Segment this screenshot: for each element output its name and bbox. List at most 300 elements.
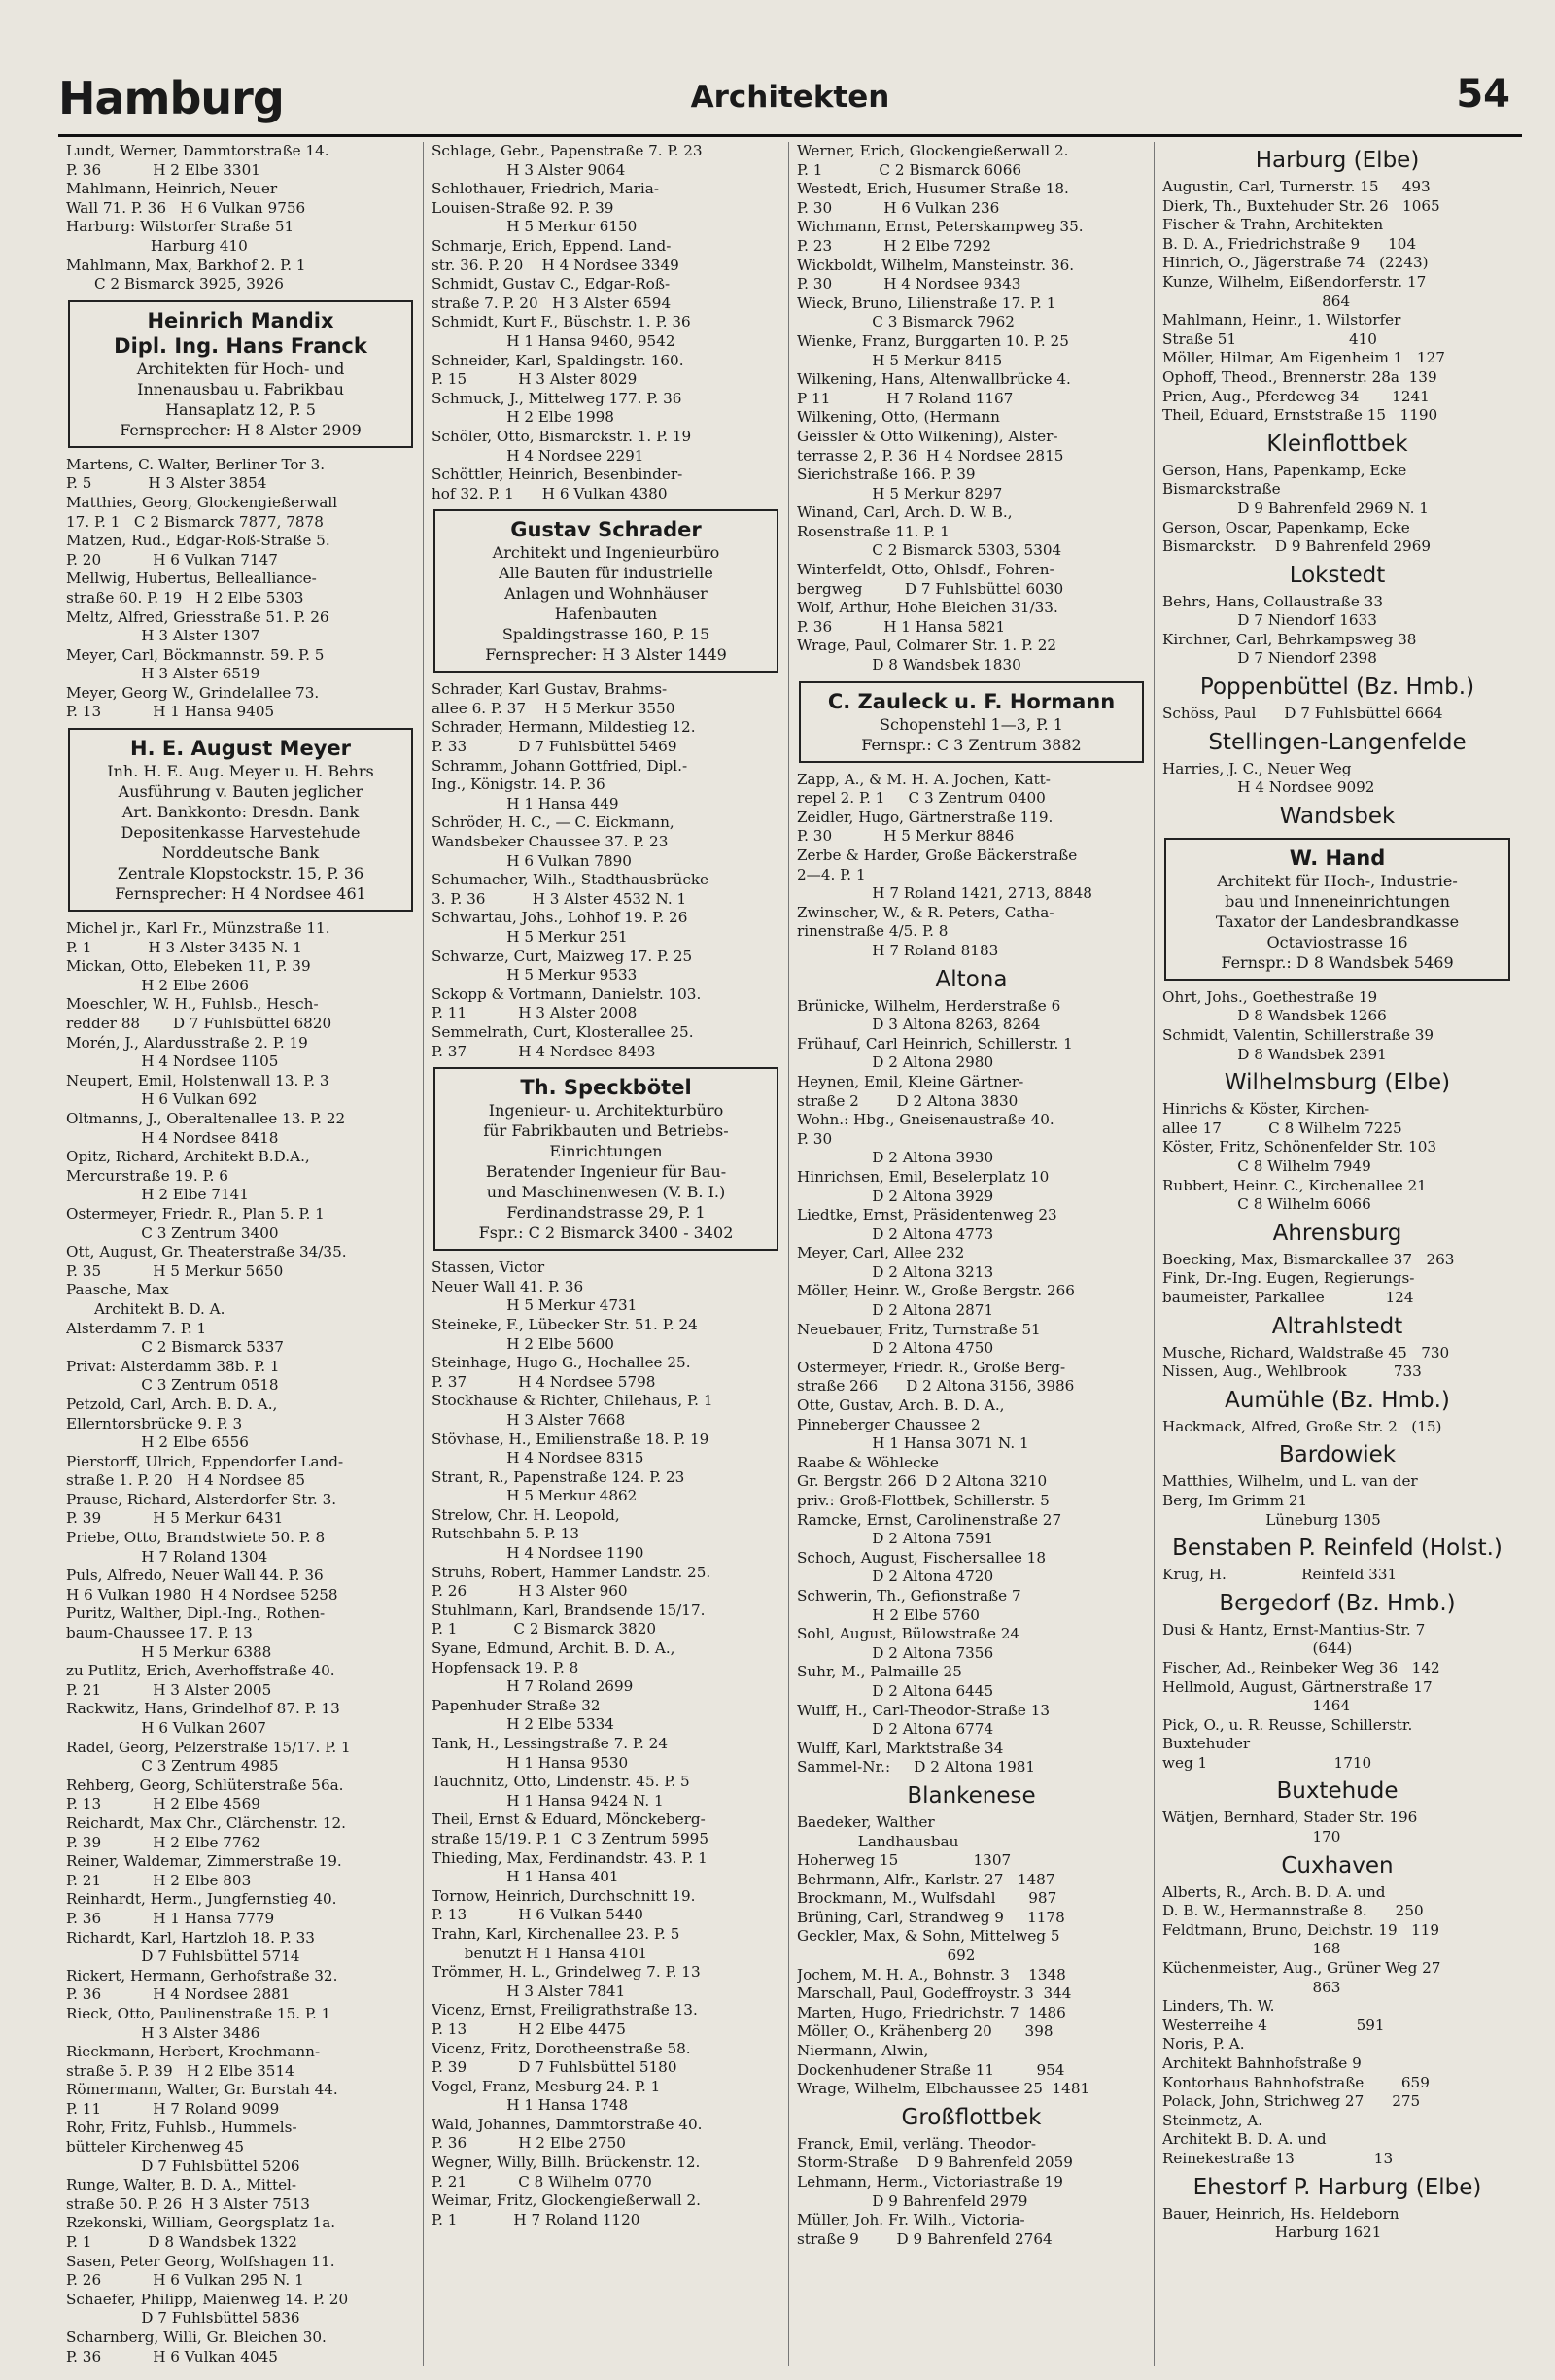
entry-line: P. 36 H 4 Nordsee 2881 — [66, 1985, 291, 2004]
entry-line: H 5 Merkur 8297 — [797, 484, 1003, 502]
entry-line: Möller, Hilmar, Am Eigenheim 1 127 — [1162, 349, 1445, 367]
entry-line: Rutschbahn 5. P. 13 — [432, 1525, 580, 1543]
entry-line: Westedt, Erich, Husumer Straße 18. — [797, 180, 1069, 198]
entry-line: Schramm, Johann Gottfried, Dipl.- — [432, 756, 688, 775]
entry-line: H 5 Merkur 6388 — [66, 1642, 272, 1661]
entry-line: Reinekestraße 13 13 — [1162, 2149, 1394, 2167]
entry-line: Hopfensack 19. P. 8 — [432, 1658, 579, 1676]
entry-line: H 6 Vulkan 692 — [66, 1090, 258, 1109]
entry-line: H 1 Hansa 401 — [432, 1868, 619, 1886]
entry-line: Runge, Walter, B. D. A., Mittel- — [66, 2176, 297, 2194]
place-heading: Lokstedt — [1289, 562, 1386, 588]
entry-line: Behrs, Hans, Collaustraße 33 — [1162, 592, 1383, 610]
entry-line: Otte, Gustav, Arch. B. D. A., — [797, 1397, 1005, 1415]
entry-line: Wulff, H., Carl-Theodor-Straße 13 — [797, 1701, 1051, 1719]
advert-line: Taxator der Landesbrandkasse — [1215, 912, 1460, 931]
advert-line: Depositenkasse Harvestehude — [121, 823, 361, 843]
advert-title: C. Zauleck u. F. Hormann — [827, 689, 1116, 713]
entry-line: allee 6. P. 37 H 5 Merkur 3550 — [432, 699, 675, 717]
entry-line: Sohl, August, Bülowstraße 24 — [797, 1625, 1020, 1643]
entry-line: Bismarckstr. D 9 Bahrenfeld 2969 — [1162, 537, 1432, 556]
entry-line: D 9 Bahrenfeld 2969 N. 1 — [1162, 499, 1429, 517]
advert-line: Architekt für Hoch-, Industrie- — [1217, 871, 1458, 890]
entry-line: H 7 Roland 1421, 2713, 8848 — [797, 884, 1092, 903]
entry-line: H 1 Hansa 1748 — [432, 2096, 629, 2115]
place-heading: Großflottbek — [901, 2104, 1042, 2130]
advert-line: Innenausbau u. Fabrikbau — [137, 379, 344, 398]
place-heading: Bergedorf (Bz. Hmb.) — [1219, 1590, 1456, 1616]
entry-line: Schneider, Karl, Spaldingstr. 160. — [432, 351, 684, 369]
entry-line: 3. P. 36 H 3 Alster 4532 N. 1 — [432, 889, 687, 908]
entry-line: D 2 Altona 4720 — [797, 1568, 994, 1586]
entry-line: C 8 Wilhelm 6066 — [1162, 1195, 1371, 1214]
entry-line: zu Putlitz, Erich, Averhoffstraße 40. — [66, 1662, 335, 1680]
advert-line: Zentrale Klopstockstr. 15, P. 36 — [117, 864, 364, 883]
advert-line: Architekten für Hoch- und — [136, 359, 345, 378]
entry-line: H 2 Elbe 6556 — [66, 1433, 249, 1452]
entry-line: Priebe, Otto, Brandstwiete 50. P. 8 — [66, 1529, 326, 1547]
entry-line: Pick, O., u. R. Reusse, Schillerstr. — [1162, 1715, 1413, 1734]
entry-line: P. 13 H 1 Hansa 9405 — [66, 703, 275, 721]
entry-line: 1464 — [1162, 1697, 1351, 1715]
entry-line: Stövhase, H., Emilienstraße 18. P. 19 — [432, 1430, 709, 1448]
advert-line: Einrichtungen — [549, 1142, 663, 1161]
entry-line: Ostermeyer, Friedr. R., Große Berg- — [797, 1358, 1066, 1376]
entry-line: Mickan, Otto, Elebeken 11, P. 39 — [66, 957, 311, 976]
entry-line: Schlage, Gebr., Papenstraße 7. P. 23 — [432, 142, 703, 159]
entry-line: 2—4. P. 1 — [797, 865, 866, 883]
advert-title: Th. Speckbötel — [520, 1076, 692, 1100]
entry-line: 17. P. 1 C 2 Bismarck 7877, 7878 — [66, 512, 324, 531]
entry-line: Wandsbeker Chaussee 37. P. 23 — [432, 833, 669, 851]
entry-line: H 4 Nordsee 8418 — [66, 1128, 279, 1147]
entry-line: Harburg: Wilstorfer Straße 51 — [66, 218, 294, 236]
entry-line: Tauchnitz, Otto, Lindenstr. 45. P. 5 — [432, 1773, 690, 1791]
entry-line: Ophoff, Theod., Brennerstr. 28a 139 — [1162, 367, 1437, 386]
entry-line: P. 36 H 1 Hansa 5821 — [797, 617, 1006, 636]
entry-line: H 5 Merkur 4862 — [432, 1487, 638, 1505]
entry-line: Alsterdamm 7. P. 1 — [66, 1319, 207, 1337]
entry-line: H 5 Merkur 4731 — [432, 1296, 638, 1315]
entry-line: Heynen, Emil, Kleine Gärtner- — [797, 1072, 1024, 1090]
entry-line: D 2 Altona 3213 — [797, 1262, 994, 1281]
entry-line: C 3 Zentrum 3400 — [66, 1224, 279, 1242]
entry-line: B. D. A., Friedrichstraße 9 104 — [1162, 234, 1417, 253]
entry-line: Frühauf, Carl Heinrich, Schillerstr. 1 — [797, 1034, 1073, 1052]
advert-title: W. Hand — [1289, 845, 1386, 870]
entry-line: Vogel, Franz, Mesburg 24. P. 1 — [432, 2077, 661, 2095]
entry-line: Rackwitz, Hans, Grindelhof 87. P. 13 — [66, 1700, 340, 1718]
advert-line: Fernspr.: C 3 Zentrum 3882 — [861, 735, 1082, 754]
entry-line: Wilkening, Hans, Altenwallbrücke 4. — [797, 370, 1071, 389]
entry-line: Feldtmann, Bruno, Deichstr. 19 119 — [1162, 1920, 1440, 1939]
entry-line: Matthies, Wilhelm, und L. van der — [1162, 1472, 1418, 1491]
entry-line: P. 36 H 2 Elbe 3301 — [66, 160, 260, 179]
entry-line: H 5 Merkur 251 — [432, 928, 628, 946]
entry-line: Wichmann, Ernst, Peterskampweg 35. — [797, 218, 1084, 236]
entry-line: P. 35 H 5 Merkur 5650 — [66, 1261, 284, 1280]
entry-line: C 3 Zentrum 4985 — [66, 1757, 279, 1776]
entry-line: Schwerin, Th., Gefionstraße 7 — [797, 1586, 1021, 1604]
advert-title: Heinrich Mandix — [147, 308, 334, 332]
entry-line: Petzold, Carl, Arch. B. D. A., — [66, 1395, 278, 1413]
entry-line: Westerreihe 4 591 — [1162, 2016, 1385, 2034]
entry-line: P. 36 H 6 Vulkan 4045 — [66, 2347, 278, 2365]
entry-line: Noris, P. A. — [1162, 2035, 1245, 2053]
entry-line: Mahlmann, Heinr., 1. Wilstorfer — [1162, 311, 1401, 329]
entry-line: H 1 Hansa 3071 N. 1 — [797, 1434, 1029, 1453]
entry-line: Schröder, H. C., — C. Eickmann, — [432, 813, 674, 832]
entry-line: Schöler, Otto, Bismarckstr. 1. P. 19 — [432, 427, 692, 445]
advert-line: Ausführung v. Bauten jeglicher — [118, 782, 363, 802]
entry-line: Gr. Bergstr. 266 D 2 Altona 3210 — [797, 1472, 1048, 1491]
entry-line: Römermann, Walter, Gr. Burstah 44. — [66, 2081, 338, 2099]
advert-line: Hafenbauten — [554, 604, 658, 624]
entry-line: Richardt, Karl, Hartzloh 18. P. 33 — [66, 1928, 315, 1947]
entry-line: C 3 Zentrum 0518 — [66, 1376, 279, 1395]
entry-line: Schmidt, Gustav C., Edgar-Roß- — [432, 275, 671, 293]
advert-line: Spaldingstrasse 160, P. 15 — [501, 625, 710, 644]
entry-line: H 5 Merkur 6150 — [432, 218, 638, 236]
entry-line: Vicenz, Fritz, Dorotheenstraße 58. — [432, 2039, 691, 2057]
entry-line: Marten, Hugo, Friedrichstr. 7 1486 — [797, 2003, 1066, 2021]
entry-line: P. 36 H 2 Elbe 2750 — [432, 2134, 626, 2153]
entry-line: baumeister, Parkallee 124 — [1162, 1288, 1414, 1306]
entry-line: Harburg 410 — [66, 236, 248, 255]
entry-line: D 3 Altona 8263, 8264 — [797, 1016, 1041, 1034]
entry-line: Bauer, Heinrich, Hs. Heldeborn — [1162, 2204, 1400, 2223]
entry-line: D 7 Niendorf 2398 — [1162, 649, 1377, 668]
advert-line: Inh. H. E. Aug. Meyer u. H. Behrs — [107, 762, 374, 781]
advert-title: H. E. August Meyer — [130, 737, 351, 761]
entry-line: Kirchner, Carl, Behrkampsweg 38 — [1162, 630, 1417, 648]
entry-line: Schumacher, Wilh., Stadthausbrücke — [432, 871, 709, 889]
entry-line: Ott, August, Gr. Theaterstraße 34/35. — [66, 1243, 347, 1261]
entry-line: Ostermeyer, Friedr. R., Plan 5. P. 1 — [66, 1204, 325, 1223]
entry-line: Zeidler, Hugo, Gärtnerstraße 119. — [797, 808, 1054, 826]
entry-line: Rubbert, Heinr. C., Kirchenallee 21 — [1162, 1176, 1427, 1194]
entry-line: D. B. W., Hermannstraße 8. 250 — [1162, 1902, 1424, 1920]
entry-line: Harries, J. C., Neuer Weg — [1162, 759, 1352, 777]
advert-line: Fspr.: C 2 Bismarck 3400 - 3402 — [478, 1224, 734, 1243]
entry-line: straße 60. P. 19 H 2 Elbe 5303 — [66, 588, 304, 606]
entry-line: Schaefer, Philipp, Maienweg 14. P. 20 — [66, 2290, 349, 2308]
entry-line: Syane, Edmund, Archit. B. D. A., — [432, 1639, 675, 1658]
entry-line: Paasche, Max — [66, 1281, 169, 1299]
entry-line: Ellerntorsbrücke 9. P. 3 — [66, 1414, 243, 1432]
entry-line: H 2 Elbe 5760 — [797, 1605, 980, 1624]
entry-line: Hellmold, August, Gärtnerstraße 17 — [1162, 1677, 1433, 1696]
entry-line: Steineke, F., Lübecker Str. 51. P. 24 — [432, 1315, 698, 1333]
entry-line: H 4 Nordsee 2291 — [432, 446, 644, 465]
advert-line: Schopenstehl 1—3, P. 1 — [880, 714, 1063, 734]
entry-line: Liedtke, Ernst, Präsidentenweg 23 — [797, 1206, 1057, 1224]
entry-line: Lehmann, Herm., Victoriastraße 19 — [797, 2173, 1063, 2190]
place-heading: Wandsbek — [1279, 803, 1396, 829]
entry-line: Stockhause & Richter, Chilehaus, P. 1 — [432, 1392, 713, 1410]
entry-line: D 2 Altona 4773 — [797, 1224, 994, 1243]
entry-line: Niermann, Alwin, — [797, 2042, 929, 2060]
entry-line: Meyer, Carl, Allee 232 — [797, 1244, 965, 1262]
entry-line: C 3 Bismarck 7962 — [797, 313, 1015, 331]
entry-line: H 2 Elbe 2606 — [66, 976, 249, 994]
entry-line: D 7 Fuhlsbüttel 5206 — [66, 2156, 300, 2175]
entry-line: str. 36. P. 20 H 4 Nordsee 3349 — [432, 256, 679, 274]
entry-line: P. 37 H 4 Nordsee 8493 — [432, 1042, 656, 1060]
entry-line: Suhr, M., Palmaille 25 — [797, 1663, 962, 1681]
entry-line: H 1 Hansa 9530 — [432, 1753, 629, 1772]
page-header — [58, 68, 1522, 136]
entry-line: Moeschler, W. H., Fuhlsb., Hesch- — [66, 995, 319, 1014]
entry-line: D 2 Altona 3930 — [797, 1149, 994, 1167]
entry-line: Strant, R., Papenstraße 124. P. 23 — [432, 1467, 685, 1486]
entry-line: redder 88 D 7 Fuhlsbüttel 6820 — [66, 1015, 332, 1033]
entry-line: Wohn.: Hbg., Gneisenaustraße 40. — [797, 1111, 1054, 1129]
entry-line: Wienke, Franz, Burggarten 10. P. 25 — [797, 331, 1069, 350]
entry-line: Vicenz, Ernst, Freiligrathstraße 13. — [432, 2001, 698, 2019]
entry-line: Linders, Th. W. — [1162, 1997, 1275, 2016]
entry-line: P. 21 H 2 Elbe 803 — [66, 1871, 252, 1889]
entry-line: D 7 Fuhlsbüttel 5714 — [66, 1948, 300, 1966]
advert-box — [433, 509, 778, 673]
entry-line: Schrader, Hermann, Mildestieg 12. — [432, 718, 696, 737]
entry-line: Müller, Joh. Fr. Wilh., Victoria- — [797, 2211, 1025, 2229]
entry-line: bergweg D 7 Fuhlsbüttel 6030 — [797, 579, 1064, 598]
entry-line: Tank, H., Lessingstraße 7. P. 24 — [432, 1735, 669, 1752]
entry-line: Papenhuder Straße 32 — [432, 1696, 601, 1714]
entry-line: Morén, J., Alardusstraße 2. P. 19 — [66, 1033, 308, 1052]
place-heading: Ehestorf P. Harburg (Elbe) — [1192, 2174, 1482, 2200]
entry-line: P. 15 H 3 Alster 8029 — [432, 370, 638, 389]
entry-line: Strelow, Chr. H. Leopold, — [432, 1505, 620, 1524]
entry-line: Hackmack, Alfred, Große Str. 2 (15) — [1162, 1417, 1442, 1435]
entry-line: Baedeker, Walther — [797, 1812, 935, 1831]
entry-line: Meyer, Georg W., Grindelallee 73. — [66, 683, 320, 702]
entry-line: H 3 Alster 7841 — [432, 1982, 626, 2000]
entry-line: (644) — [1162, 1639, 1353, 1658]
entry-line: P. 39 D 7 Fuhlsbüttel 5180 — [432, 2058, 677, 2077]
entry-line: Privat: Alsterdamm 38b. P. 1 — [66, 1357, 280, 1375]
advert-line: Fernsprecher: H 4 Nordsee 461 — [115, 884, 366, 904]
entry-line: Köster, Fritz, Schönenfelder Str. 103 — [1162, 1138, 1437, 1156]
place-heading: Altona — [935, 966, 1008, 992]
entry-line: Puls, Alfredo, Neuer Wall 44. P. 36 — [66, 1567, 324, 1585]
entry-line: Rosenstraße 11. P. 1 — [797, 522, 950, 540]
entry-line: Steinmetz, A. — [1162, 2111, 1263, 2129]
advert-line: Octaviostrasse 16 — [1266, 932, 1408, 951]
entry-line: Reiner, Waldemar, Zimmerstraße 19. — [66, 1852, 342, 1871]
place-heading: Kleinflottbek — [1266, 431, 1408, 457]
entry-line: straße 15/19. P. 1 C 3 Zentrum 5995 — [432, 1829, 708, 1847]
entry-line: Schlothauer, Friedrich, Maria- — [432, 180, 659, 198]
entry-line: Schoch, August, Fischersallee 18 — [797, 1548, 1046, 1567]
entry-line: P. 26 H 3 Alster 960 — [432, 1582, 628, 1601]
entry-line: D 7 Niendorf 1633 — [1162, 611, 1377, 630]
entry-line: H 4 Nordsee 8315 — [432, 1449, 644, 1467]
entry-line: straße 266 D 2 Altona 3156, 3986 — [797, 1377, 1075, 1396]
place-heading: Stellingen-Langenfelde — [1208, 729, 1467, 755]
entry-line: Hinrichsen, Emil, Beselerplatz 10 — [797, 1167, 1050, 1186]
entry-line: H 7 Roland 1304 — [66, 1547, 268, 1566]
entry-line: Dockenhudener Straße 11 954 — [797, 2060, 1065, 2079]
entry-line: Fischer, Ad., Reinbeker Weg 36 142 — [1162, 1658, 1440, 1676]
entry-line: C 8 Wilhelm 7949 — [1162, 1157, 1371, 1175]
entry-line: Dierk, Th., Buxtehuder Str. 26 1065 — [1162, 196, 1440, 215]
entry-line: Wrage, Paul, Colmarer Str. 1. P. 22 — [797, 637, 1057, 655]
entry-line: Straße 51 410 — [1162, 329, 1377, 348]
advert-line: Beratender Ingenieur für Bau- — [485, 1162, 727, 1182]
entry-line: H 4 Nordsee 1105 — [66, 1052, 279, 1071]
entry-line: H 2 Elbe 1998 — [432, 408, 614, 427]
entry-line: D 7 Fuhlsbüttel 5836 — [66, 2309, 300, 2328]
place-heading: Altrahlstedt — [1271, 1313, 1403, 1339]
entry-line: P. 1 H 3 Alster 3435 N. 1 — [66, 938, 302, 956]
entry-line: terrasse 2, P. 36 H 4 Nordsee 2815 — [797, 446, 1064, 465]
entry-line: Buxtehuder — [1162, 1735, 1251, 1753]
entry-line: Gerson, Hans, Papenkamp, Ecke — [1162, 461, 1407, 479]
entry-line: Geckler, Max, & Sohn, Mittelweg 5 — [797, 1927, 1060, 1946]
entry-line: Landhausbau — [797, 1832, 959, 1850]
entry-line: Schmuck, J., Mittelweg 177. P. 36 — [432, 389, 682, 407]
entry-line: Wulff, Karl, Marktstraße 34 — [797, 1739, 1004, 1757]
entry-line: Semmelrath, Curt, Klosterallee 25. — [432, 1022, 694, 1041]
entry-line: H 5 Merkur 9533 — [432, 966, 638, 984]
place-heading: Ahrensburg — [1272, 1220, 1402, 1246]
entry-line: D 2 Altona 6774 — [797, 1720, 994, 1739]
entry-line: P. 36 H 1 Hansa 7779 — [66, 1909, 275, 1927]
entry-line: P. 1 C 2 Bismarck 6066 — [797, 160, 1022, 179]
entry-line: Rieckmann, Herbert, Krochmann- — [66, 2043, 321, 2061]
entry-line: H 3 Alster 3486 — [66, 2023, 260, 2042]
entry-line: Sammel-Nr.: D 2 Altona 1981 — [797, 1758, 1036, 1776]
entry-line: straße 1. P. 20 H 4 Nordsee 85 — [66, 1471, 305, 1490]
entry-line: Möller, O., Krähenberg 20 398 — [797, 2022, 1054, 2041]
entry-line: H 7 Roland 2699 — [432, 1677, 634, 1696]
place-heading: Cuxhaven — [1281, 1852, 1394, 1879]
entry-line: 170 — [1162, 1828, 1341, 1846]
entry-line: Franck, Emil, verläng. Theodor- — [797, 2134, 1037, 2153]
entry-line: 864 — [1162, 292, 1351, 310]
entry-line: Werner, Erich, Glockengießerwall 2. — [797, 142, 1069, 159]
entry-line: Storm-Straße D 9 Bahrenfeld 2059 — [797, 2154, 1073, 2172]
columns — [58, 142, 1522, 2366]
entry-line: Brünicke, Wilhelm, Herderstraße 6 — [797, 996, 1061, 1015]
entry-line: P. 13 H 2 Elbe 4569 — [66, 1795, 260, 1813]
advert-line: Architekt und Ingenieurbüro — [492, 543, 720, 563]
entry-line: Matthies, Georg, Glockengießerwall — [66, 493, 338, 511]
entry-line: Schmarje, Erich, Eppend. Land- — [432, 236, 672, 255]
place-heading: Blankenese — [907, 1782, 1036, 1809]
entry-line: C 2 Bismarck 5303, 5304 — [797, 541, 1062, 560]
entry-line: Wieck, Bruno, Lilienstraße 17. P. 1 — [797, 293, 1056, 312]
advert-line: Norddeutsche Bank — [161, 844, 320, 863]
entry-line: Rickert, Hermann, Gerhofstraße 32. — [66, 1966, 338, 1984]
entry-line: Wickboldt, Wilhelm, Mansteinstr. 36. — [797, 256, 1075, 274]
entry-line: baum-Chaussee 17. P. 13 — [66, 1624, 253, 1642]
entry-line: Tornow, Heinrich, Durchschnitt 19. — [432, 1886, 696, 1905]
entry-line: Mahlmann, Max, Barkhof 2. P. 1 — [66, 256, 306, 274]
entry-line: Louisen-Straße 92. P. 39 — [432, 198, 614, 217]
entry-line: Rehberg, Georg, Schlüterstraße 56a. — [66, 1776, 344, 1794]
entry-line: Mellwig, Hubertus, Bellealliance- — [66, 569, 317, 588]
entry-line: D 8 Wandsbek 1266 — [1162, 1007, 1387, 1025]
advert-line: Ingenieur- u. Architekturbüro — [488, 1101, 724, 1121]
entry-line: Stassen, Victor — [432, 1259, 545, 1277]
entry-line: H 2 Elbe 7141 — [66, 1186, 249, 1204]
entry-line: Nissen, Aug., Wehlbrook 733 — [1162, 1362, 1422, 1381]
entry-line: Zerbe & Harder, Große Bäckerstraße — [797, 846, 1078, 864]
entry-line: weg 1 1710 — [1162, 1753, 1372, 1772]
entry-line: D 2 Altona 2871 — [797, 1301, 994, 1320]
entry-line: Wegner, Willy, Billh. Brückenstr. 12. — [432, 2154, 701, 2172]
entry-line: Schmidt, Valentin, Schillerstraße 39 — [1162, 1026, 1434, 1045]
entry-line: H 6 Vulkan 7890 — [432, 851, 632, 870]
entry-line: Brüning, Carl, Strandweg 9 1178 — [797, 1908, 1065, 1926]
entry-line: P. 39 H 2 Elbe 7762 — [66, 1833, 260, 1851]
entry-line: Musche, Richard, Waldstraße 45 730 — [1162, 1343, 1450, 1362]
entry-line: Mahlmann, Heinrich, Neuer — [66, 180, 278, 198]
entry-line: Martens, C. Walter, Berliner Tor 3. — [66, 455, 326, 473]
place-heading: Poppenbüttel (Bz. Hmb.) — [1199, 674, 1475, 701]
entry-line: H 5 Merkur 8415 — [797, 351, 1003, 369]
place-heading: Harburg (Elbe) — [1255, 148, 1420, 173]
entry-line: H 4 Nordsee 1190 — [432, 1544, 644, 1563]
entry-line: Wätjen, Bernhard, Stader Str. 196 — [1162, 1809, 1418, 1827]
entry-line: Steinhage, Hugo G., Hochallee 25. — [432, 1354, 691, 1372]
advert-line: Hansaplatz 12, P. 5 — [165, 399, 316, 419]
entry-line: Architekt B. D. A. — [66, 1299, 225, 1318]
entry-line: P. 30 H 5 Merkur 8846 — [797, 827, 1015, 845]
entry-line: P. 30 H 6 Vulkan 236 — [797, 198, 1000, 217]
entry-line: Mercurstraße 19. P. 6 — [66, 1166, 228, 1185]
entry-line: Fischer & Trahn, Architekten — [1162, 216, 1384, 234]
entry-line: Radel, Georg, Pelzerstraße 15/17. P. 1 — [66, 1738, 351, 1756]
entry-line: Schrader, Karl Gustav, Brahms- — [432, 680, 668, 699]
entry-line: Harburg 1621 — [1162, 2224, 1382, 2242]
entry-line: Rohr, Fritz, Fuhlsb., Hummels- — [66, 2119, 297, 2137]
entry-line: Sckopp & Vortmann, Danielstr. 103. — [432, 984, 702, 1003]
place-heading: Bardowiek — [1278, 1442, 1397, 1468]
advert-line: für Fabrikbauten und Betriebs- — [483, 1121, 729, 1141]
column-2 — [424, 142, 789, 2366]
entry-line: Schwarze, Curt, Maizweg 17. P. 25 — [432, 947, 693, 965]
entry-line: Rieck, Otto, Paulinenstraße 15. P. 1 — [66, 2004, 331, 2022]
advert-line: Ferdinandstrasse 29, P. 1 — [506, 1203, 706, 1223]
entry-line: Struhs, Robert, Hammer Landstr. 25. — [432, 1563, 711, 1581]
entry-line: H 3 Alster 1307 — [66, 627, 260, 645]
page-number: 54 — [1456, 72, 1510, 117]
entry-line: Küchenmeister, Aug., Grüner Weg 27 — [1162, 1959, 1441, 1978]
entry-line: P. 39 H 5 Merkur 6431 — [66, 1509, 284, 1528]
entry-line: D 2 Altona 4750 — [797, 1339, 994, 1358]
entry-line: Neuer Wall 41. P. 36 — [432, 1277, 584, 1295]
advert-line: und Maschinenwesen (V. B. I.) — [486, 1183, 726, 1202]
entry-line: Boecking, Max, Bismarckallee 37 263 — [1162, 1250, 1455, 1268]
column-1 — [58, 142, 424, 2366]
entry-line: Architekt Bahnhofstraße 9 — [1162, 2054, 1362, 2072]
entry-line: Sasen, Peter Georg, Wolfshagen 11. — [66, 2252, 335, 2270]
entry-line: Reichardt, Max Chr., Clärchenstr. 12. — [66, 1813, 346, 1832]
entry-line: D 9 Bahrenfeld 2979 — [797, 2191, 1028, 2210]
entry-line: P. 21 C 8 Wilhelm 0770 — [432, 2172, 652, 2190]
entry-line: benutzt H 1 Hansa 4101 — [432, 1944, 648, 1962]
entry-line: C 2 Bismarck 3925, 3926 — [66, 275, 284, 293]
entry-line: Wrage, Wilhelm, Elbchaussee 25 1481 — [797, 2080, 1090, 2098]
entry-line: Wilkening, Otto, (Hermann — [797, 408, 1000, 427]
entry-line: Behrmann, Alfr., Karlstr. 27 1487 — [797, 1870, 1055, 1888]
entry-line: H 7 Roland 8183 — [797, 941, 999, 959]
entry-line: C 2 Bismarck 5337 — [66, 1338, 284, 1357]
